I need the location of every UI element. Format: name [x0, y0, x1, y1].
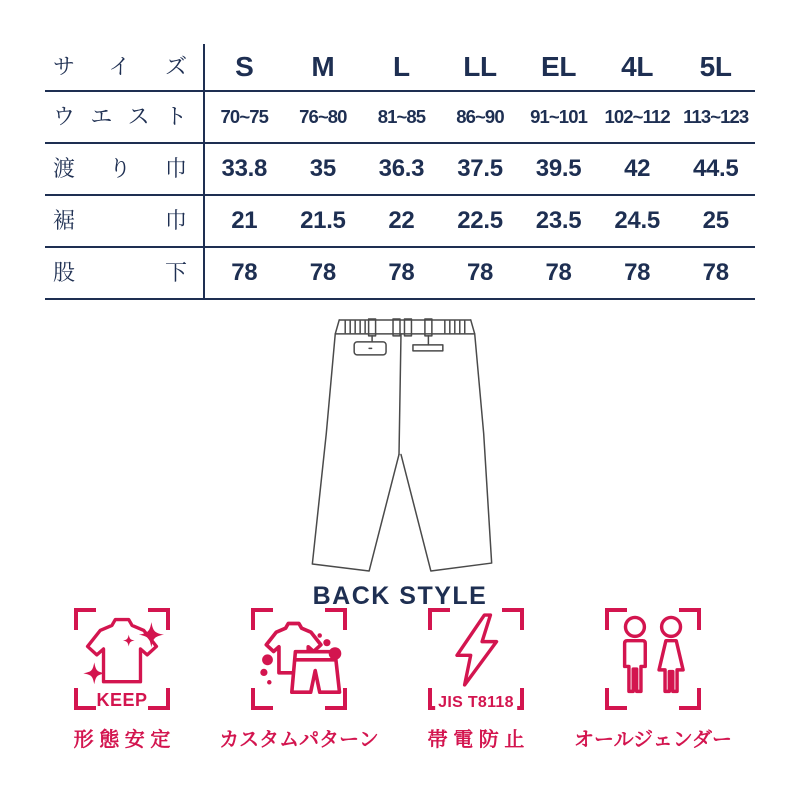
hem-value: 21.5 — [300, 207, 346, 234]
inseam-value: 78 — [702, 259, 729, 286]
header-label-size: サイズ — [45, 44, 205, 90]
feature-all-gender — [569, 608, 737, 752]
jis-t8118-badge: JIS T8118 — [435, 694, 517, 712]
thigh-value: 36.3 — [378, 155, 425, 182]
thigh-value: 39.5 — [535, 155, 582, 182]
waist-value: 86~90 — [456, 106, 504, 127]
bracket-frame — [605, 608, 701, 710]
hem-value: 23.5 — [535, 207, 582, 234]
thigh-value: 42 — [624, 155, 651, 182]
row-label-thigh-width: 渡り巾 — [45, 144, 205, 194]
waist-value: 76~80 — [299, 106, 347, 127]
inseam-value: 78 — [309, 259, 336, 286]
size-col-5l: 5L — [699, 51, 732, 82]
inseam-value: 78 — [545, 259, 572, 286]
waist-value: 70~75 — [220, 106, 269, 127]
size-col-l: L — [393, 51, 410, 82]
pants-back-sketch — [305, 314, 495, 578]
row-label-waist: ウエスト — [45, 92, 205, 142]
feature-label: 形態安定 — [73, 729, 176, 751]
bracket-frame — [251, 608, 347, 710]
row-label-inseam: 股下 — [45, 248, 205, 298]
table-row-hem-width — [45, 196, 755, 248]
table-row-thigh-width — [45, 144, 755, 196]
size-col-m: M — [311, 51, 335, 82]
keep-badge: KEEP — [96, 690, 148, 710]
feature-shape-retention — [63, 608, 181, 752]
row-label-hem-width: 裾巾 — [45, 196, 205, 246]
illustration-caption: BACK STYLE — [312, 582, 488, 610]
feature-anti-static — [417, 608, 535, 752]
thigh-value: 33.8 — [221, 155, 268, 182]
bracket-frame — [74, 608, 170, 710]
feature-custom-pattern — [215, 608, 383, 752]
size-spec-table — [45, 44, 755, 300]
thigh-value: 44.5 — [692, 155, 739, 182]
size-col-ll: LL — [463, 51, 497, 82]
feature-label: 帯電防止 — [427, 729, 530, 751]
inseam-value: 78 — [466, 259, 494, 286]
waist-value: 81~85 — [377, 106, 426, 127]
waist-value: 102~112 — [604, 106, 670, 127]
size-col-s: S — [235, 51, 254, 82]
all-gender-icon — [609, 614, 697, 700]
size-col-4l: 4L — [621, 51, 654, 82]
feature-label: カスタムパターン — [219, 729, 379, 751]
size-col-el: EL — [540, 51, 577, 82]
inseam-value: 78 — [624, 259, 651, 286]
hem-value: 24.5 — [614, 207, 660, 234]
hem-value: 25 — [702, 207, 729, 234]
thigh-value: 35 — [309, 155, 336, 182]
pants-back-illustration — [305, 314, 495, 578]
custom-pattern-icon — [254, 613, 344, 703]
table-row-inseam — [45, 248, 755, 300]
hem-value: 22.5 — [457, 207, 503, 234]
inseam-value: 78 — [231, 259, 258, 286]
bracket-frame — [428, 608, 524, 710]
table-row-waist — [45, 92, 755, 144]
keep-shirt-icon — [78, 612, 166, 696]
waist-value: 113~123 — [683, 106, 749, 127]
table-header-row — [45, 44, 755, 92]
feature-label: オールジェンダー — [574, 729, 732, 751]
feature-badges-row — [0, 608, 800, 752]
waist-value: 91~101 — [530, 106, 587, 127]
inseam-value: 78 — [388, 259, 415, 286]
thigh-value: 37.5 — [457, 155, 503, 182]
lightning-bolt-icon — [438, 612, 514, 688]
hem-value: 21 — [231, 207, 258, 234]
hem-value: 22 — [388, 207, 415, 234]
